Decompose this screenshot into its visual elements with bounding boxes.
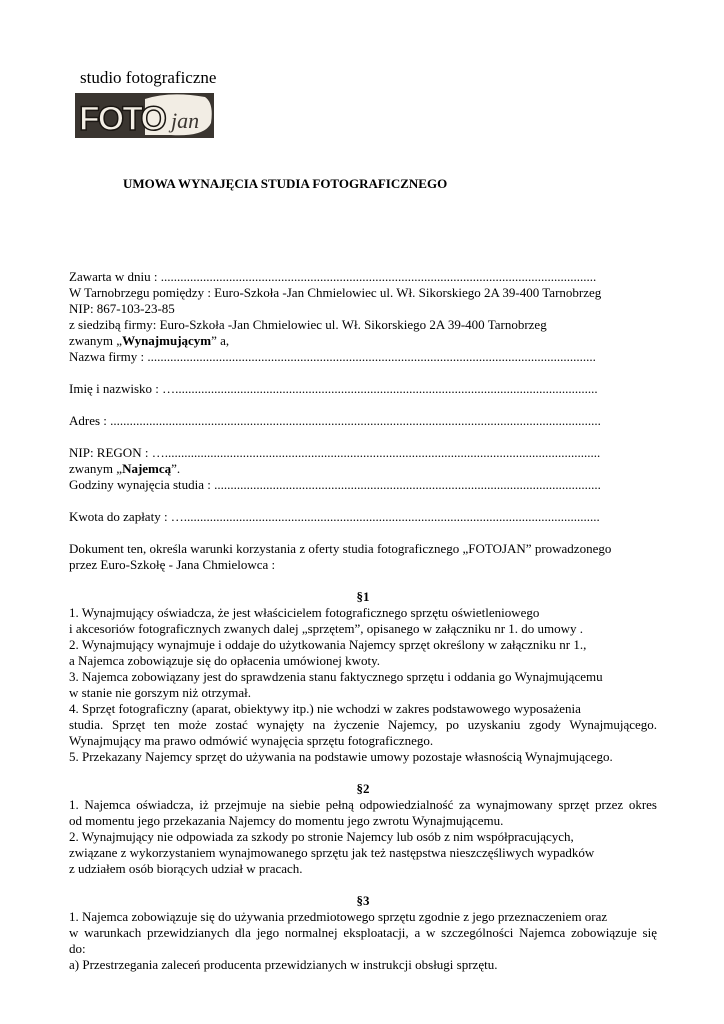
section-1-line: 2. Wynajmujący wynajmuje i oddaje do użytkowania Najemcy sprzęt określony w załączniku nr 1., [69, 637, 587, 652]
landlord-designation: zwanym „Wynajmującym” a, [69, 333, 230, 348]
address-line: Adres : ....................................................................................................................................................... [69, 413, 601, 428]
amount-line: Kwota do zapłaty : …................................................................................................................................ [69, 509, 600, 524]
regon-line: NIP: REGON : …...................................................................................................................................... [69, 445, 601, 460]
section-1-line: 5. Przekazany Najemcy sprzęt do używania na podstawie umowy pozostaje własnością Wynajmującego. [69, 749, 613, 764]
section-2-line: od momentu jego przekazania Najemcy do momentu jego zwrotu Wynajmującemu. [69, 813, 504, 828]
section-3-justified-line: w warunkach przewidzianych dla jego normalnej eksploatacji, a w szczególności Najemca zobowiązuje się [69, 925, 657, 940]
tenant-designation: zwanym „Najemcą”. [69, 461, 181, 476]
parties-block [69, 269, 657, 973]
company-line: Nazwa firmy : .......................................................................................................................................... [69, 349, 596, 364]
date-line: Zawarta w dniu : ...................................................................................................................................... [69, 269, 597, 284]
section-2-heading: §2 [356, 781, 370, 796]
name-line: Imię i nazwisko : ….................................................................................................................................. [69, 381, 598, 396]
fotojan-logo [75, 93, 214, 138]
section-2-line: 2. Wynajmujący nie odpowiada za szkody po stronie Najemcy lub osób z nim współpracujących, [69, 829, 574, 844]
section-2-line: z udziałem osób biorących udział w pracach. [69, 861, 303, 876]
section-2-justified-line: 1. Najemca oświadcza, iż przejmuje na siebie pełną odpowiedzialność za wynajmowany sprzęt przez okres [69, 797, 657, 812]
document-title: UMOWA WYNAJĘCIA STUDIA FOTOGRAFICZNEGO [123, 176, 448, 191]
intro-line-2: przez Euro-Szkołę - Jana Chmielowca : [69, 557, 276, 572]
logo-main-text: FOTO [79, 100, 165, 138]
section-1-justified-line: studia. Sprzęt ten może zostać wynajęty na życzenie Najemcy, po uzyskaniu zgody Wynajmującego. [69, 717, 657, 732]
section-3-line: 1. Najemca zobowiązuje się do używania przedmiotowego sprzętu zgodnie z jego przeznaczeniem oraz [69, 909, 608, 924]
section-1-line: 3. Najemca zobowiązany jest do sprawdzenia stanu faktycznego sprzętu i oddania go Wynajmującemu [69, 669, 603, 684]
section-1-line: w stanie nie gorszym niż otrzymał. [69, 685, 251, 700]
section-1-heading: §1 [356, 589, 370, 604]
section-1-line: a Najemca zobowiązuje się do opłacenia umówionej kwoty. [69, 653, 381, 668]
intro-line-1: Dokument ten, określa warunki korzystania z oferty studia fotograficznego „FOTOJAN” prowadzonego [69, 541, 612, 556]
section-1-line: 4. Sprzęt fotograficzny (aparat, obiektywy itp.) nie wchodzi w zakres podstawowego wyposażenia [69, 701, 581, 716]
logo-sub-text: jan [171, 108, 200, 133]
section-1-line: 1. Wynajmujący oświadcza, że jest właścicielem fotograficznego sprzętu oświetleniowego [69, 605, 540, 620]
section-3-line: do: [69, 941, 86, 956]
section-1-line: i akcesoriów fotograficznych zwanych dalej „sprzętem”, opisanego w załączniku nr 1. do umowy . [69, 621, 584, 636]
section-2-line: związane z wykorzystaniem wynajmowanego sprzętu jak też następstwa nieszczęśliwych wypadków [69, 845, 595, 860]
hours-line: Godziny wynajęcia studia : ....................................................................................................................... [69, 477, 601, 492]
nip-line: NIP: 867-103-23-85 [69, 301, 175, 316]
section-1-line: Wynajmujący ma prawo odmówić wynajęcia sprzętu fotograficznego. [69, 733, 434, 748]
section-3-line: a) Przestrzegania zaleceń producenta przewidzianych w instrukcji obsługi sprzętu. [69, 957, 498, 972]
studio-label: studio fotograficzne [80, 68, 217, 87]
section-3-heading: §3 [356, 893, 370, 908]
seat-line: z siedzibą firmy: Euro-Szkoła -Jan Chmielowiec ul. Wł. Sikorskiego 2A 39-400 Tarnobrzeg [69, 317, 547, 332]
between-line: W Tarnobrzegu pomiędzy : Euro-Szkoła -Jan Chmielowiec ul. Wł. Sikorskiego 2A 39-400 Tarnobrzeg [69, 285, 602, 300]
